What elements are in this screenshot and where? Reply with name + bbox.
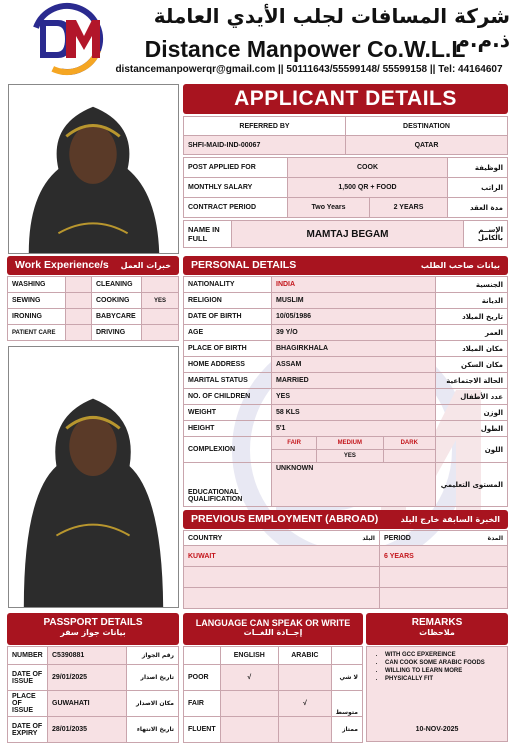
remarks-list (373, 651, 503, 683)
personal-label-ar: عدد الأطفال (436, 389, 508, 405)
personal-label-ar: الحالة الاجتماعية (436, 373, 508, 389)
personal-label: NATIONALITY (184, 277, 272, 293)
contract-label: CONTRACT PERIOD (184, 198, 288, 218)
complexion-option-fair: FAIR (272, 437, 317, 450)
language-col-english: ENGLISH (220, 647, 278, 665)
personal-label-ar: مكان السكن (436, 357, 508, 373)
language-level-label: FAIR (184, 691, 221, 717)
personal-value: YES (272, 389, 436, 405)
passport-title-ar: بيانات جواز سفر (60, 628, 126, 637)
employment-country: KUWAIT (184, 546, 380, 567)
skill-value (142, 325, 179, 341)
employment-period: 6 YEARS (380, 546, 508, 567)
employment-period-header (380, 531, 508, 546)
personal-label-ar: العمر (436, 325, 508, 341)
personal-value: BHAGIRKHALA (272, 341, 436, 357)
contract-value: Two Years (288, 198, 370, 218)
salary-label-ar: الراتب (448, 178, 508, 198)
personal-label-ar: الجنسية (436, 277, 508, 293)
contract-label-ar: مدة العقد (448, 198, 508, 218)
passport-label: DATE OF ISSUE (8, 665, 48, 691)
personal-label: HOME ADDRESS (184, 357, 272, 373)
language-col-arabic: ARABIC (279, 647, 332, 665)
personal-label: NO. OF CHILDREN (184, 389, 272, 405)
passport-label-ar: رقم الجواز (127, 647, 179, 665)
personal-value: MARRIED (272, 373, 436, 389)
employment-period (380, 567, 508, 588)
contract-value-years: 2 YEARS (370, 198, 448, 218)
employment-country (184, 567, 380, 588)
passport-title: PASSPORT DETAILS (43, 617, 143, 628)
remark-item: • WILLING TO LEARN MORE (385, 667, 503, 675)
passport-label: PLACE OF ISSUE (8, 691, 48, 717)
period-label-ar: المدة (487, 534, 503, 542)
country-label: COUNTRY (188, 534, 223, 542)
employment-country (184, 588, 380, 609)
skill-value (142, 277, 179, 293)
personal-label-ar: الوزن (436, 405, 508, 421)
language-level-label: POOR (184, 665, 221, 691)
language-corner-right (331, 647, 362, 665)
personal-label: AGE (184, 325, 272, 341)
company-name-arabic: شركة المسافات لجلب الأيدي العاملة ذ.م.م (153, 4, 510, 52)
destination-label: DESTINATION (346, 117, 508, 136)
remarks-title: REMARKS (411, 617, 463, 628)
personal-label: DATE OF BIRTH (184, 309, 272, 325)
salary-value: 1,500 QR + FOOD (288, 178, 448, 198)
personal-value: 39 Y/O (272, 325, 436, 341)
remark-item: • PHYSICALLY FIT (385, 675, 503, 683)
period-label: PERIOD (384, 534, 411, 542)
english-level-mark (220, 691, 278, 717)
company-name-english: Distance Manpower Co.W.L.L (144, 36, 466, 62)
previous-employment-title: PREVIOUS EMPLOYMENT (ABROAD) (191, 513, 379, 525)
skill-label: PATIENT CARE (8, 325, 66, 341)
passport-header (7, 613, 179, 645)
work-experience-title-ar: خبرات العمل (120, 261, 171, 270)
post-label-ar: الوظيفة (448, 158, 508, 178)
skill-label: DRIVING (92, 325, 142, 341)
company-logo (30, 2, 104, 76)
complexion-option-medium: MEDIUM (317, 437, 383, 450)
work-experience-title: Work Experience/s (15, 259, 109, 271)
nationality-value: INDIA (272, 277, 436, 293)
passport-label-ar: تاريخ اصدار (127, 665, 179, 691)
name-label: NAME IN FULL (184, 221, 232, 248)
applicant-photo-portrait (8, 84, 179, 254)
language-header (183, 613, 363, 645)
name-label-ar: الإســم بالكامل (464, 221, 508, 248)
complexion-label-ar: اللون (436, 437, 508, 463)
personal-details-header (183, 256, 508, 275)
skill-value: YES (142, 293, 179, 309)
skill-label: WASHING (8, 277, 66, 293)
skill-label: SEWING (8, 293, 66, 309)
passport-issue-date: 29/01/2025 (48, 665, 127, 691)
language-title: LANGUAGE CAN SPEAK OR WRITE (195, 618, 351, 628)
passport-issue-place: GUWAHATI (48, 691, 127, 717)
language-corner (184, 647, 221, 665)
work-experience-header (7, 256, 179, 275)
referred-by-value: SHFI-MAID-IND-00067 (184, 136, 346, 155)
language-level-label-ar: متوسط (331, 691, 362, 717)
country-label-ar: البلد (362, 534, 375, 542)
remark-item: • WITH GCC EPXEREINCE (385, 651, 503, 659)
personal-label-ar: الطول (436, 421, 508, 437)
skill-value (66, 277, 92, 293)
passport-label-ar: تاريخ الانتهاء (127, 717, 179, 743)
remarks-box (366, 646, 508, 742)
remarks-date: 10-NOV-2025 (415, 726, 459, 733)
arabic-level-mark (279, 717, 332, 743)
post-value: COOK (288, 158, 448, 178)
previous-employment-title-ar: الخبرة السابقة خارج البلد (400, 515, 500, 524)
destination-value: QATAR (346, 136, 508, 155)
english-level-mark (220, 717, 278, 743)
complexion-option-dark: DARK (383, 437, 435, 450)
language-title-ar: إجــادة اللغــات (243, 628, 303, 637)
applicant-photo-full (8, 346, 179, 608)
personal-label-ar: الديانة (436, 293, 508, 309)
personal-label: HEIGHT (184, 421, 272, 437)
remark-item: • CAN COOK SOME ARABIC FOODS (385, 659, 503, 667)
complexion-check-medium: YES (317, 450, 383, 463)
skill-label: BABYCARE (92, 309, 142, 325)
personal-details-title-ar: بيانات صاحب الطلب (420, 261, 500, 270)
applicant-name: MAMTAJ BEGAM (232, 221, 464, 248)
english-level-mark: √ (220, 665, 278, 691)
remarks-title-ar: ملاحظات (419, 628, 455, 637)
referred-by-label: REFERRED BY (184, 117, 346, 136)
personal-label-ar: تاريخ الميلاد (436, 309, 508, 325)
company-contact: distancemanpowerqr@gmail.com || 50111643/55599148/ 55599158 || Tel: 44164607 (115, 64, 503, 75)
education-value: UNKNOWN (272, 463, 436, 507)
salary-label: MONTHLY SALARY (184, 178, 288, 198)
personal-label: MARITAL STATUS (184, 373, 272, 389)
personal-value: 5'1 (272, 421, 436, 437)
employment-country-header (184, 531, 380, 546)
personal-value: ASSAM (272, 357, 436, 373)
language-level-label: FLUENT (184, 717, 221, 743)
personal-label-ar: مكان الميلاد (436, 341, 508, 357)
personal-value: 10/05/1986 (272, 309, 436, 325)
education-label-ar: المستوى التعليمي (436, 463, 508, 507)
skill-value (142, 309, 179, 325)
personal-label: WEIGHT (184, 405, 272, 421)
education-label: EDUCATIONAL QUALIFICATION (184, 463, 272, 507)
complexion-check-fair (272, 450, 317, 463)
skill-label: COOKING (92, 293, 142, 309)
passport-label: NUMBER (8, 647, 48, 665)
skill-value (66, 325, 92, 341)
arabic-level-mark (279, 665, 332, 691)
personal-value: 58 KLS (272, 405, 436, 421)
remarks-header (366, 613, 508, 645)
post-label: POST APPLIED FOR (184, 158, 288, 178)
skill-label: CLEANING (92, 277, 142, 293)
language-level-label-ar: ممتاز (331, 717, 362, 743)
complexion-label: COMPLEXION (184, 437, 272, 463)
skill-label: IRONING (8, 309, 66, 325)
employment-period (380, 588, 508, 609)
passport-expiry-date: 28/01/2035 (48, 717, 127, 743)
personal-details-title: PERSONAL DETAILS (191, 259, 297, 271)
language-level-label-ar: لا شي (331, 665, 362, 691)
passport-number: C5390881 (48, 647, 127, 665)
personal-label: RELIGION (184, 293, 272, 309)
previous-employment-header (183, 510, 508, 529)
complexion-check-dark (383, 450, 435, 463)
passport-label-ar: مكان الاصدار (127, 691, 179, 717)
skill-value (66, 309, 92, 325)
passport-label: DATE OF EXPIRY (8, 717, 48, 743)
arabic-level-mark: √ (279, 691, 332, 717)
page-title: APPLICANT DETAILS (183, 84, 508, 114)
personal-label: PLACE OF BIRTH (184, 341, 272, 357)
skill-value (66, 293, 92, 309)
personal-value: MUSLIM (272, 293, 436, 309)
